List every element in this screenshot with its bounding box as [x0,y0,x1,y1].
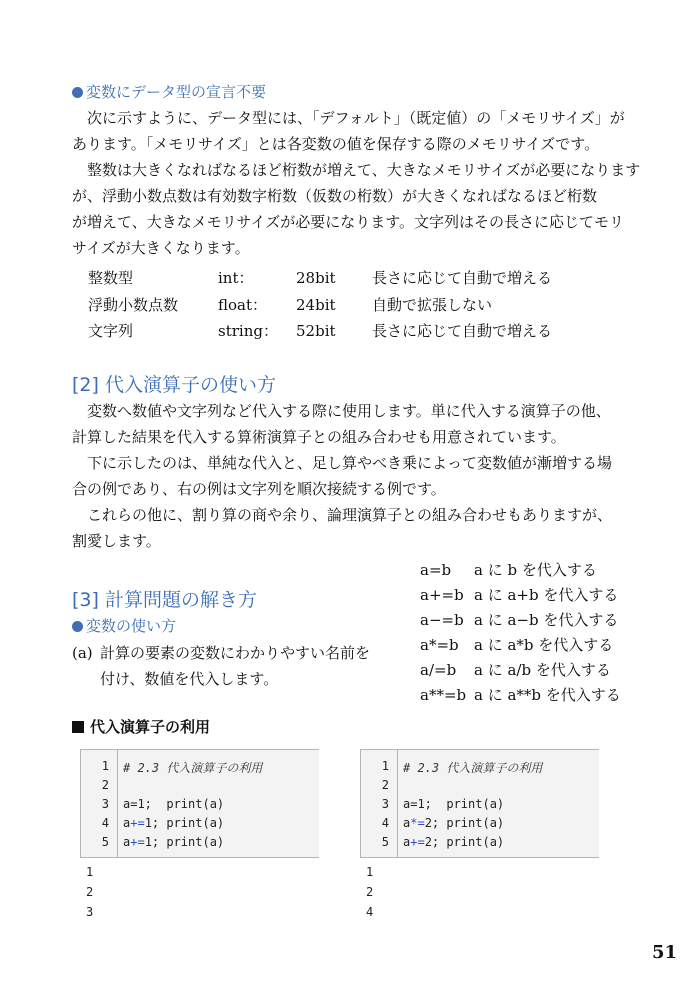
line-number-gutter [81,750,118,857]
figure-caption: 代入演算子の利用 [72,716,210,737]
type-size: 24bit [296,296,336,314]
operator-symbol: a=b [420,561,452,579]
type-code: float： [218,296,268,314]
paragraph-line: 次に示すように、データ型には、「デフォルト」（既定値）の「メモリサイズ」が [72,109,625,127]
operator-symbol: a*=b [420,636,459,654]
item-line: 付け、数値を代入します。 [100,670,279,688]
operator-desc: a に a**b を代入する [474,686,621,704]
section-2-paragraph [72,398,612,554]
line-number: 2 [101,778,109,792]
type-name: 浮動小数点数 [88,296,179,314]
code-line: a+=1; print(a) [123,835,225,849]
code-line: a+=1; print(a) [123,816,225,830]
code-block-left [80,749,319,858]
paragraph-line: が、浮動小数点数は有効数字桁数（仮数の桁数）が大きくなればなるほど桁数 [72,187,598,205]
type-name: 文字列 [88,322,134,340]
output-line: 1 [366,865,374,879]
operator-symbol: a**=b [420,686,467,704]
section-3-subheading: 変数の使い方 [72,613,176,639]
paragraph-line: 整数は大きくなればなるほど桁数が増えて、大きなメモリサイズが必要になります [72,161,641,179]
paragraph-line: 合の例であり、右の例は文字列を順次接続する例です。 [72,480,446,498]
operator-symbol: a/=b [420,661,457,679]
operator-desc: a に b を代入する [474,561,597,579]
code-block-right [360,749,599,858]
code-comment: # 2.3 代入演算子の利用 [123,761,263,775]
code-line: a=1; print(a) [123,797,225,811]
line-number-gutter [361,750,398,857]
paragraph-line: サイズが大きくなります。 [72,239,250,257]
type-name: 整数型 [88,269,134,287]
paragraph-line: 下に示したのは、単純な代入と、足し算やべき乗によって変数値が漸増する場 [72,454,613,472]
item-line: 計算の要素の変数にわかりやすい名前を [100,644,371,662]
section-2-title: [2] 代入演算子の使い方 [72,374,276,396]
paragraph-line: これらの他に、割り算の商や余り、論理演算子との組み合わせもありますが、 [72,506,613,524]
code-line: a=1; print(a) [403,797,505,811]
square-bullet-icon [72,721,84,733]
line-number: 4 [101,816,109,830]
bullet-icon [72,621,83,632]
paragraph-line: 計算した結果を代入する算術演算子との組み合わせも用意されています。 [72,428,566,446]
type-note: 長さに応じて自動で増える [372,269,553,287]
line-number: 3 [101,797,109,811]
var-type-paragraph [72,105,640,261]
line-number: 2 [381,778,389,792]
paragraph-line: 変数へ数値や文字列など代入する際に使用します。単に代入する演算子の他、 [72,402,611,420]
type-code: string： [218,322,278,340]
operator-symbol: a+=b [420,586,464,604]
section-3-title: [3] 計算問題の解き方 [72,589,257,611]
output-line: 4 [366,905,374,919]
code-comment: # 2.3 代入演算子の利用 [403,761,543,775]
bullet-icon [72,87,83,98]
code-line: a+=2; print(a) [403,835,505,849]
type-code: int： [218,269,254,287]
output-line: 3 [86,905,94,919]
page-number: 51 [652,942,678,963]
type-size: 52bit [296,322,336,340]
paragraph-line: あります。「メモリサイズ」とは各変数の値を保存する際のメモリサイズです。 [72,135,600,153]
type-size: 28bit [296,269,336,287]
operator-desc: a に a−b を代入する [474,611,619,629]
operator-desc: a に a*b を代入する [474,636,614,654]
line-number: 4 [381,816,389,830]
line-number: 1 [101,759,109,773]
output-line: 2 [86,885,94,899]
output-line: 2 [366,885,374,899]
operator-desc: a に a+b を代入する [474,586,619,604]
code-line: a*=2; print(a) [403,816,505,830]
operator-symbol: a−=b [420,611,464,629]
type-note: 長さに応じて自動で増える [372,322,553,340]
item-label: (a) [72,644,93,662]
line-number: 5 [381,835,389,849]
paragraph-line: 割愛します。 [72,532,161,550]
output-line: 1 [86,865,94,879]
subheading-var-type: 変数にデータ型の宣言不要 [72,79,266,105]
type-note: 自動で拡張しない [372,296,493,314]
operator-desc: a に a/b を代入する [474,661,611,679]
paragraph-line: が増えて、大きなメモリサイズが必要になります。文字列はその長さに応じてモリ [72,213,625,231]
line-number: 5 [101,835,109,849]
line-number: 1 [381,759,389,773]
line-number: 3 [381,797,389,811]
